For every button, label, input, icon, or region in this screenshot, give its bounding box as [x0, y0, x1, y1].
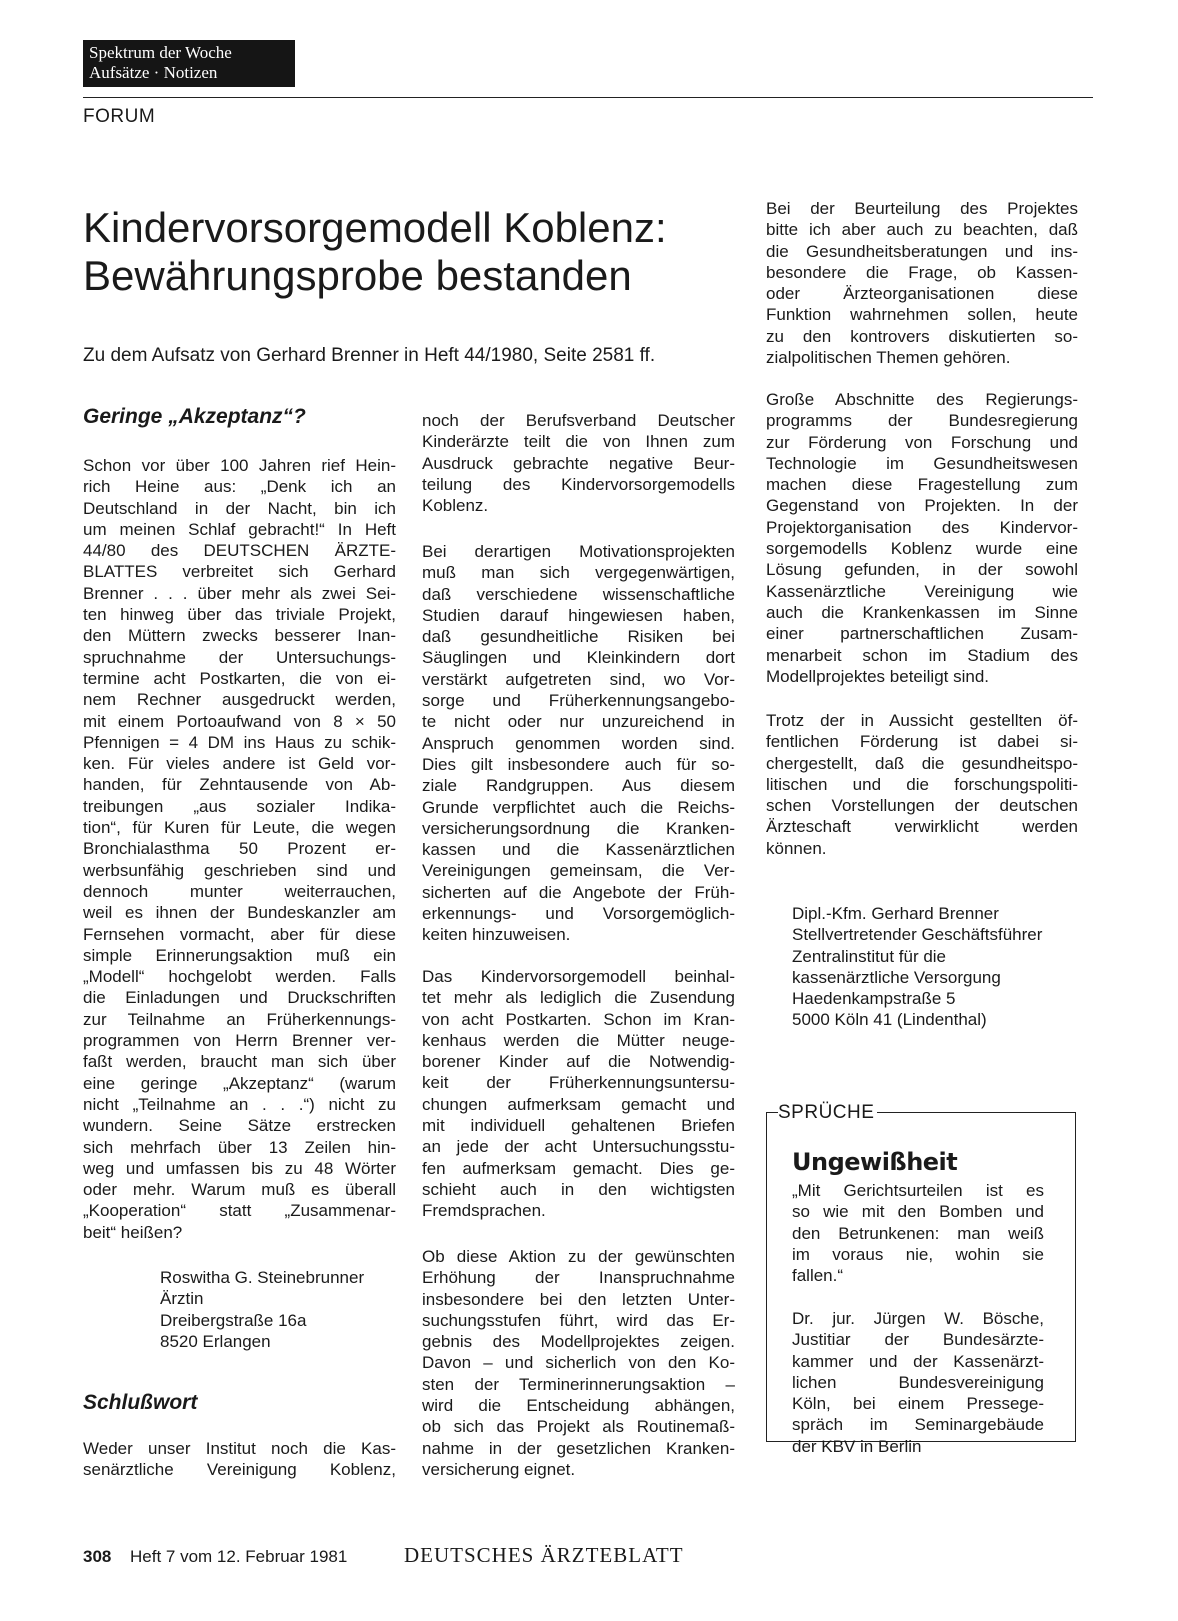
issue-info: Heft 7 vom 12. Februar 1981	[130, 1547, 348, 1566]
text-line: dennoch munter weiterrauchen,	[83, 881, 396, 901]
text-line: Bei der Beurteilung des Projektes	[766, 199, 1078, 218]
sayings-label: SPRÜCHE	[778, 1102, 877, 1124]
text-line: sorge und Früherkennungsangebo-	[422, 691, 735, 711]
text-line: Funktion wahrnehmen sollen, heute	[766, 305, 1078, 325]
text-line: den Betrunkenen: man weiß	[792, 1223, 1044, 1243]
text-line: Deutschland in der Nacht, bin ich	[83, 498, 396, 518]
text-line: spräch im Seminargebäude	[792, 1415, 1044, 1435]
text-line: Grunde verpflichtet auch die Reichs-	[422, 797, 735, 817]
letter-body	[83, 455, 396, 1243]
title-line-1: Kindervorsorgemodell Koblenz:	[83, 204, 667, 251]
text-line: Lösung gefunden, in der sowohl	[766, 560, 1078, 580]
text-line: Kinderärzte teilt die von Ihnen zum	[422, 432, 735, 452]
text-line: verstärkt aufgetreten sind, wo Vor-	[422, 669, 735, 689]
reply-signature	[792, 903, 1082, 1031]
text-line: ziale Randgruppen. Aus diesem	[422, 776, 735, 796]
text-line: „Modell“ hochgelobt werden. Falls	[83, 967, 396, 987]
text-line: kenhaus werden die Mütter neuge-	[422, 1030, 735, 1050]
text-line: suchungsstufen führt, wird das Er-	[422, 1310, 735, 1330]
text-line: eine geringe „Akzeptanz“ (warum	[83, 1073, 396, 1093]
text-line: mit einem Portoaufwand von 8 × 50	[83, 711, 396, 731]
text-line: mit individuell gehaltenen Briefen	[422, 1116, 735, 1136]
text-line: Weder unser Institut noch die Kas-	[83, 1439, 396, 1458]
text-line: weil es ihnen der Bundeskanzler am	[83, 903, 396, 923]
text-line: oder mehr. Warum muß es überall	[83, 1180, 396, 1200]
text-line: die Einladungen und Druckschriften	[83, 988, 396, 1008]
text-line: 5000 Köln 41 (Lindenthal)	[792, 1010, 987, 1030]
text-line: teilung des Kindervorsorgemodells	[422, 474, 735, 494]
letter-heading: Geringe „Akzeptanz“?	[83, 405, 306, 428]
text-line: tet mehr als lediglich die Zusendung	[422, 988, 735, 1008]
text-line: nicht „Teilnahme an . . .“) nicht zu	[83, 1094, 396, 1114]
text-line: noch der Berufsverband Deutscher	[422, 411, 735, 430]
text-line: beit“ heißen?	[83, 1222, 183, 1242]
text-line: Das Kindervorsorgemodell beinhal-	[422, 967, 735, 986]
text-line: Kassenärztliche Vereinigung wie	[766, 581, 1078, 601]
text-line: können.	[766, 838, 827, 858]
reply-para-1	[422, 410, 735, 516]
text-line: kammer und der Kassenärzt-	[792, 1351, 1044, 1371]
text-line: erkennungs- und Vorsorgemöglich-	[422, 904, 735, 924]
text-line: te nicht oder nur unzureichend in	[422, 712, 735, 732]
text-line: schen Vorstellungen der deutschen	[766, 796, 1078, 816]
text-line: besondere die Frage, ob Kassen-	[766, 262, 1078, 282]
text-line: machen diese Fragestellung zum	[766, 475, 1078, 495]
text-line: Vereinigungen gemeinsam, die Ver-	[422, 861, 735, 881]
text-line: wundern. Seine Sätze erstrecken	[83, 1116, 396, 1136]
text-line: an jede der acht Untersuchungsstu-	[422, 1137, 735, 1157]
text-line: Technologie im Gesundheitswesen	[766, 453, 1078, 473]
text-line: Zentralinstitut für die	[792, 946, 947, 966]
text-line: 44/80 des DEUTSCHEN ÄRZTE-	[83, 541, 396, 561]
text-line: Säuglingen und Kleinkindern dort	[422, 648, 735, 668]
text-line: Brenner . . . über mehr als zwei Sei-	[83, 583, 396, 603]
sayings-attribution	[792, 1308, 1044, 1457]
text-line: Erhöhung der Inanspruchnahme	[422, 1268, 735, 1288]
text-line: muß man sich vergegenwärtigen,	[422, 563, 735, 583]
text-line: zur Förderung von Forschung und	[766, 432, 1078, 452]
reply-para-6	[766, 389, 1078, 687]
text-line: Fernsehen vormacht, aber für diese	[83, 924, 396, 944]
text-line: bitte ich aber auch zu beachten, daß	[766, 220, 1078, 240]
text-line: nem Rechner ausgedruckt werden,	[83, 690, 396, 710]
magazine-name: DEUTSCHES ÄRZTEBLATT	[404, 1543, 684, 1567]
rubric-line-2: Aufsätze · Notizen	[89, 63, 218, 82]
text-line: daß verschiedene wissenschaftliche	[422, 584, 735, 604]
text-line: programms der Bundesregierung	[766, 411, 1078, 431]
text-line: tion“, für Kuren für Leute, die wegen	[83, 818, 396, 838]
text-line: ten hinweg über das triviale Projekt,	[83, 605, 396, 625]
text-line: oder Ärzteorganisationen diese	[766, 284, 1078, 304]
text-line: sorgemodells Koblenz wurde eine	[766, 539, 1078, 559]
reply-body-col1	[83, 1438, 396, 1481]
text-line: den Müttern zwecks besserer Inan-	[83, 626, 396, 646]
text-line: Justitiar der Bundesärzte-	[792, 1330, 1044, 1350]
text-line: borener Kinder auf die Notwendig-	[422, 1052, 735, 1072]
text-line: versicherungsordnung die Kranken-	[422, 818, 735, 838]
title-line-2: Bewährungsprobe bestanden	[83, 252, 632, 299]
reply-para-4	[422, 1246, 735, 1480]
text-line: werbsunfähig geschrieben sind und	[83, 860, 396, 880]
rubric-line-1: Spektrum der Woche	[89, 43, 232, 62]
reply-para-5	[766, 198, 1078, 368]
text-line: Modellprojektes beteiligt sind.	[766, 666, 990, 686]
text-line: programmen von Herrn Brenner ver-	[83, 1031, 396, 1051]
text-line: Ob diese Aktion zu der gewünschten	[422, 1247, 735, 1266]
text-line: einer partnerschaftlichen Zusam-	[766, 624, 1078, 644]
text-line: termine acht Postkarten, die von ei-	[83, 668, 396, 688]
text-line: gebnis des Modellprojektes zeigen.	[422, 1332, 735, 1352]
text-line: Anspruch genommen worden sind.	[422, 733, 735, 753]
sayings-title: Ungewißheit	[792, 1148, 958, 1176]
text-line: die Gesundheitsberatungen und ins-	[766, 241, 1078, 261]
text-line: Ärztin	[160, 1289, 204, 1309]
text-line: wird die Entscheidung abhängen,	[422, 1396, 735, 1416]
text-line: Gegenstand von Projekten. In der	[766, 496, 1078, 516]
text-line: kassenärztliche Versorgung	[792, 967, 1001, 987]
text-line: faßt werden, braucht man sich über	[83, 1052, 396, 1072]
text-line: fallen.“	[792, 1266, 844, 1286]
text-line: „Kooperation“ statt „Zusammenar-	[83, 1201, 396, 1221]
text-line: Davon – und sicherlich von den Ko-	[422, 1353, 735, 1373]
text-line: sten der Terminerinnerungsaktion –	[422, 1374, 735, 1394]
text-line: Große Abschnitte des Regierungs-	[766, 390, 1078, 409]
text-line: zialpolitischen Themen gehören.	[766, 348, 1011, 368]
text-line: Dr. jur. Jürgen W. Bösche,	[792, 1309, 1044, 1328]
text-line: ken. Für vieles andere ist Geld vor-	[83, 754, 396, 774]
text-line: schieht auch in den wichtigsten	[422, 1179, 735, 1199]
text-line: Bronchialasthma 50 Prozent er-	[83, 839, 396, 859]
text-line: spruchnahme der Untersuchungs-	[83, 647, 396, 667]
text-line: Fremdsprachen.	[422, 1201, 546, 1221]
text-line: Pfennigen = 4 DM ins Haus zu schik-	[83, 732, 396, 752]
text-line: fentlichen Förderung ist dabei si-	[766, 732, 1078, 752]
text-line: Studien darauf hingewiesen haben,	[422, 605, 735, 625]
text-line: der KBV in Berlin	[792, 1436, 922, 1456]
text-line: ob sich das Projekt als Routinemaß-	[422, 1417, 735, 1437]
text-line: Dipl.-Kfm. Gerhard Brenner	[792, 904, 999, 923]
reply-para-2	[422, 541, 735, 946]
text-line: BLATTES verbreitet sich Gerhard	[83, 562, 396, 582]
text-line: treibungen „aus sozialer Indika-	[83, 796, 396, 816]
text-line: keit der Früherkennungsuntersu-	[422, 1073, 735, 1093]
reply-heading: Schlußwort	[83, 1391, 198, 1414]
text-line: simple Erinnerungsaktion muß ein	[83, 945, 396, 965]
text-line: zu den kontrovers diskutierten so-	[766, 326, 1078, 346]
text-line: im voraus nie, wohin sie	[792, 1244, 1044, 1264]
text-line: versicherung eignet.	[422, 1459, 576, 1479]
text-line: fen aufmerksam gemacht. Dies ge-	[422, 1158, 735, 1178]
text-line: kassen und die Kassenärztlichen	[422, 840, 735, 860]
text-line: nahme in der gesetzlichen Kranken-	[422, 1438, 735, 1458]
text-line: Dies gilt insbesondere auch für so-	[422, 754, 735, 774]
text-line: um meinen Schlaf gebracht!“ In Heft	[83, 519, 396, 539]
text-line: insbesondere bei den letzten Unter-	[422, 1289, 735, 1309]
text-line: daß gesundheitliche Risiken bei	[422, 627, 735, 647]
text-line: weg und umfassen bis zu 48 Wörter	[83, 1158, 396, 1178]
letter-signature	[160, 1267, 400, 1352]
text-line: Ärzteschaft verwirklicht werden	[766, 817, 1078, 837]
reply-para-3	[422, 966, 735, 1222]
text-line: sicherten auf die Angebote der Früh-	[422, 882, 735, 902]
text-line: rich Heine aus: „Denk ich an	[83, 477, 396, 497]
text-line: Köln, bei einem Pressege-	[792, 1394, 1044, 1414]
text-line: so wie mit den Bomben und	[792, 1202, 1044, 1222]
text-line: chungen aufmerksam gemacht und	[422, 1094, 735, 1114]
text-line: lichen Bundesvereinigung	[792, 1372, 1044, 1392]
text-line: von acht Postkarten. Schon im Kran-	[422, 1009, 735, 1029]
section-label: FORUM	[83, 106, 156, 127]
text-line: Bei derartigen Motivationsprojekten	[422, 542, 735, 561]
text-line: Stellvertretender Geschäftsführer	[792, 925, 1043, 945]
text-line: „Mit Gerichtsurteilen ist es	[792, 1181, 1044, 1200]
text-line: Haedenkampstraße 5	[792, 989, 956, 1009]
article-title	[83, 204, 743, 300]
text-line: keiten hinzuweisen.	[422, 925, 571, 945]
text-line: Schon vor über 100 Jahren rief Hein-	[83, 456, 396, 475]
text-line: Dreibergstraße 16a	[160, 1310, 307, 1330]
text-line: chergestellt, daß die gesundheitspo-	[766, 753, 1078, 773]
text-line: senärztliche Vereinigung Koblenz,	[83, 1460, 396, 1480]
text-line: auch die Krankenkassen im Sinne	[766, 602, 1078, 622]
text-line: 8520 Erlangen	[160, 1331, 271, 1351]
text-line: sich mehrfach über 13 Zeilen hin-	[83, 1137, 396, 1157]
text-line: Trotz der in Aussicht gestellten öf-	[766, 711, 1078, 730]
rubric-badge	[83, 40, 295, 87]
text-line: menarbeit schon im Stadium des	[766, 645, 1078, 665]
text-line: Roswitha G. Steinebrunner	[160, 1268, 365, 1287]
text-line: Projektorganisation des Kindervor-	[766, 517, 1078, 537]
article-subtitle: Zu dem Aufsatz von Gerhard Brenner in Heft 44/1980, Seite 2581 ff.	[83, 345, 656, 366]
header-rule	[83, 97, 1093, 98]
page-number: 308	[83, 1547, 112, 1566]
text-line: Koblenz.	[422, 496, 489, 516]
text-line: Ausdruck gebrachte negative Beur-	[422, 453, 735, 473]
text-line: litischen und die forschungspoliti-	[766, 774, 1078, 794]
reply-para-7	[766, 710, 1078, 859]
sayings-quote	[792, 1180, 1044, 1286]
text-line: zur Teilnahme an Früherkennungs-	[83, 1009, 396, 1029]
text-line: handen, für Zehntausende von Ab-	[83, 775, 396, 795]
